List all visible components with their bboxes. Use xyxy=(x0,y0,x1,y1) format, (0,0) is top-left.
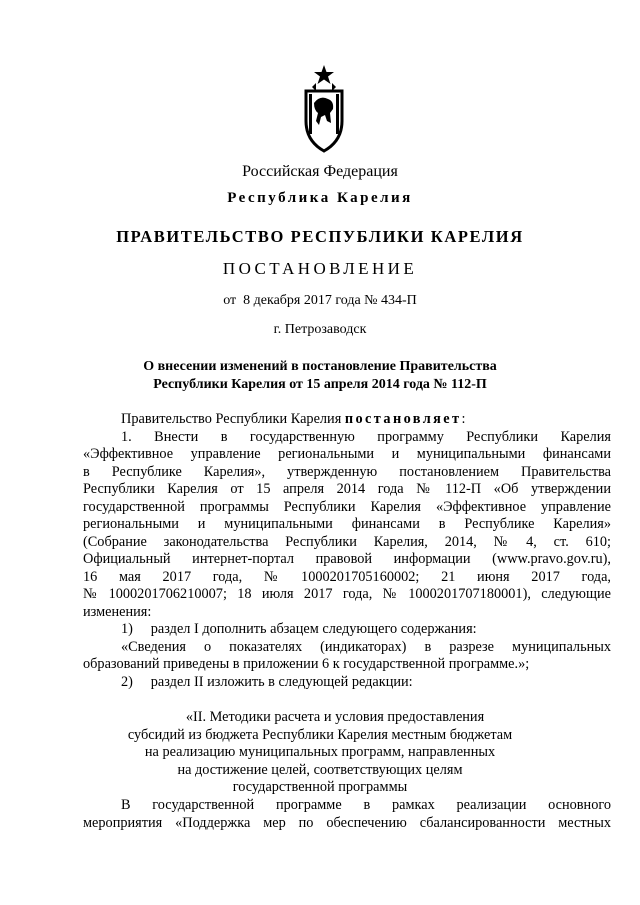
text-line: Официальный интернет-портал правовой информации (www.pravo.gov.ru), xyxy=(83,551,611,567)
preamble-line xyxy=(83,411,611,429)
subitem-2-block xyxy=(83,674,611,692)
text-line: (Собрание законодательства Республики Карелия, 2014, № 4, ст. 610; xyxy=(83,533,611,550)
coat-of-arms-emblem xyxy=(300,63,348,153)
text-line: региональными и муниципальными финансами в Республике Карелия» xyxy=(83,516,611,532)
text-line: В государственной программе в рамках реализации основного xyxy=(121,797,611,813)
tail-paragraph xyxy=(83,797,611,832)
text-line: в Республике Карелия», утвержденную постановлением Правительства xyxy=(83,463,611,480)
date-line: от 8 декабря 2017 года № 434-П xyxy=(223,293,417,308)
document-title xyxy=(0,358,640,394)
preamble-suffix: : xyxy=(461,411,466,427)
text-line: «Эффективное управление региональными и муниципальными финансами xyxy=(83,446,611,462)
text-line: 2) раздел II изложить в следующей редакции: xyxy=(121,674,413,690)
section-heading-line: государственной программы xyxy=(232,779,408,795)
text-line: 1) раздел I дополнить абзацем следующего содержания: xyxy=(121,621,477,637)
text-line: № 1000201706210007; 18 июля 2017 года, № 1000201707180001), следующие xyxy=(83,586,611,602)
text-line: 16 мая 2017 года, № 1000201705160002; 21 июня 2017 года, xyxy=(83,568,611,585)
text-line: мероприятия «Поддержка мер по обеспечению сбалансированности местных xyxy=(83,814,611,831)
city-line: г. Петрозаводск xyxy=(273,322,367,337)
government-heading: ПРАВИТЕЛЬСТВО РЕСПУБЛИКИ КАРЕЛИЯ xyxy=(116,227,524,246)
title-line: О внесении изменений в постановление Правительства xyxy=(143,359,497,374)
text-line: государственной программы Республики Карелия «Эффективное управление xyxy=(83,498,611,515)
preamble-emphasis: постановляет xyxy=(344,411,462,427)
section-heading xyxy=(0,709,640,797)
section-heading-line: на достижение целей, соответствующих целям xyxy=(177,761,463,778)
section-heading-line: на реализацию муниципальных программ, направленных xyxy=(144,744,496,760)
subitem-1-block xyxy=(83,621,611,674)
section-heading-line: субсидий из бюджета Республики Карелия местным бюджетам xyxy=(127,726,513,743)
text-line: образований приведены в приложении 6 к государственной программе.»; xyxy=(83,656,530,672)
text-line: 1. Внести в государственную программу Республики Карелия xyxy=(121,428,611,445)
title-line: Республики Карелия от 15 апреля 2014 года № 112-П xyxy=(153,377,487,392)
document-type: ПОСТАНОВЛЕНИЕ xyxy=(222,259,418,278)
republic-line: Республика Карелия xyxy=(227,190,413,206)
preamble-text: Правительство Республики Карелия xyxy=(121,411,342,427)
text-line: «Сведения о показателях (индикаторах) в разрезе муниципальных xyxy=(121,638,611,655)
text-line: Республики Карелия от 15 апреля 2014 года № 112-П «Об утверждении xyxy=(83,481,611,497)
section-heading-line: «II. Методики расчета и условия предоставления xyxy=(185,709,485,725)
item-1-block xyxy=(83,411,611,621)
text-line: изменения: xyxy=(83,603,152,620)
country-line: Российская Федерация xyxy=(242,163,398,180)
